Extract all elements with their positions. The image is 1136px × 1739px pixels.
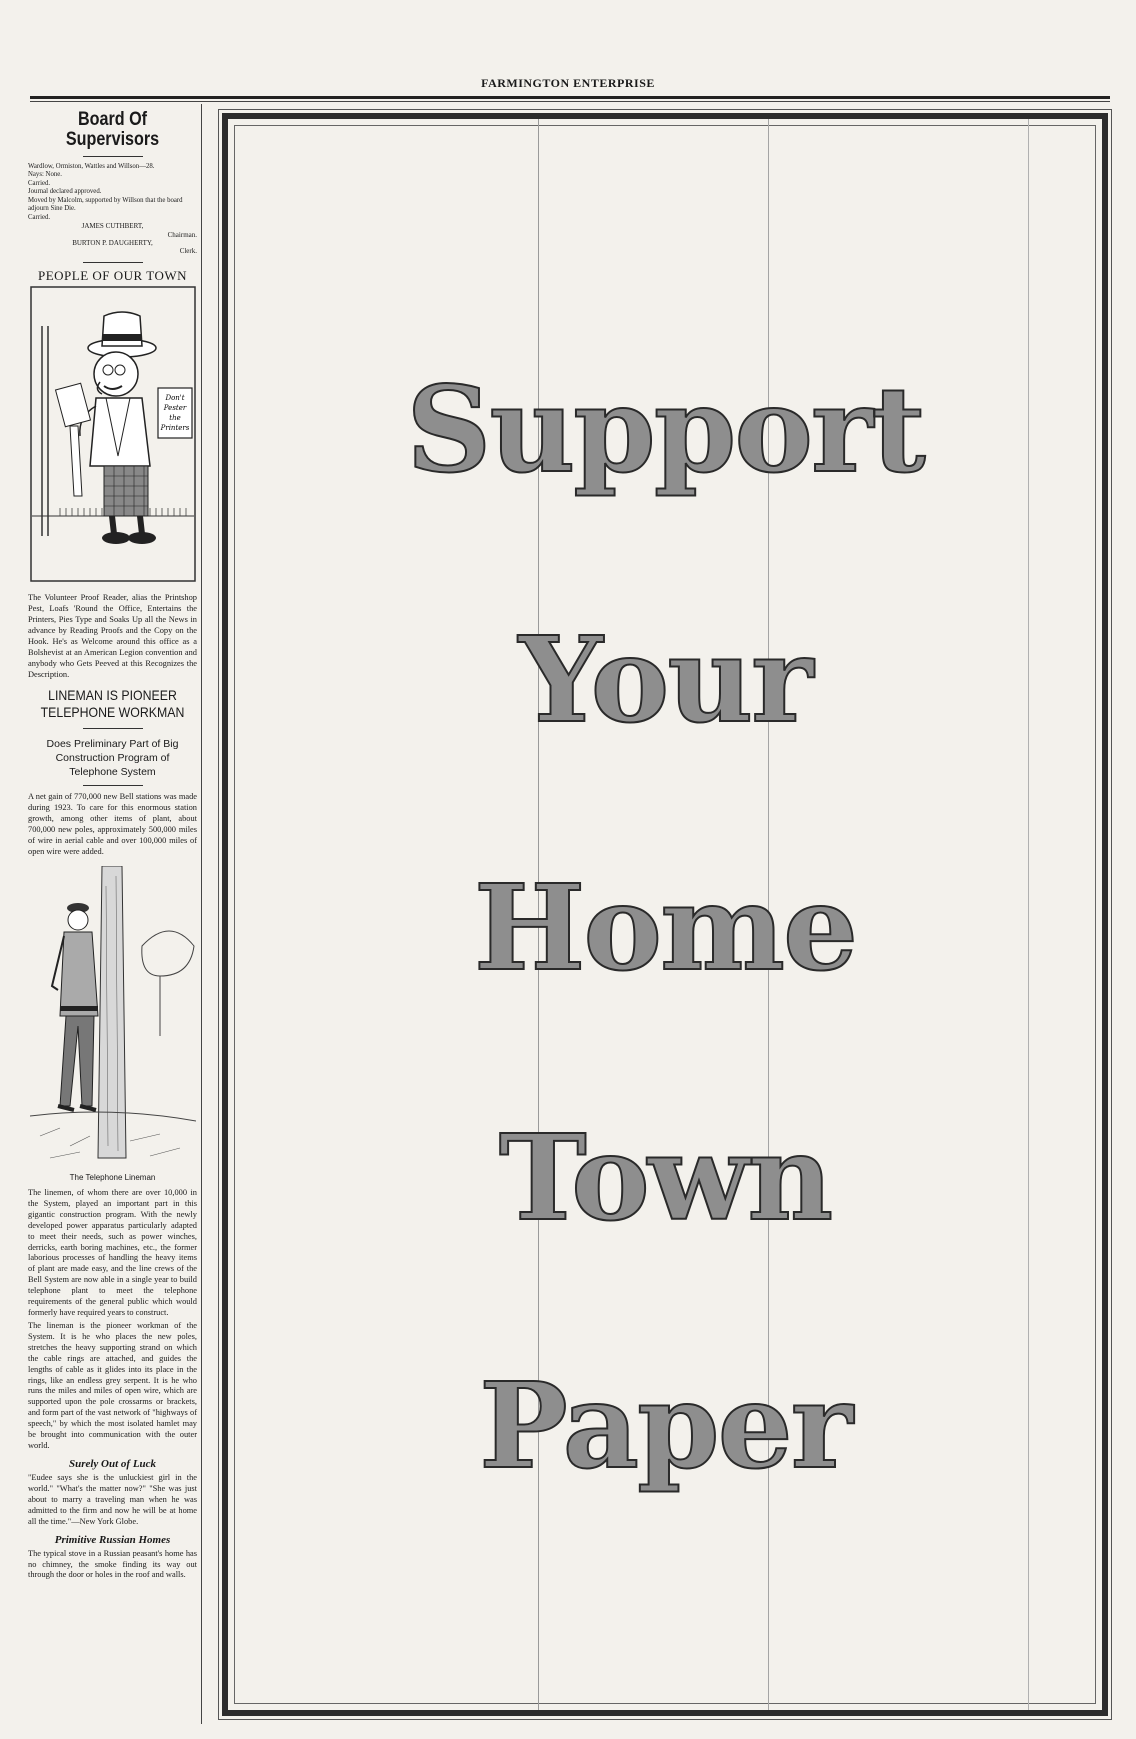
divider bbox=[83, 785, 143, 786]
left-column bbox=[28, 104, 202, 1724]
people-headline: PEOPLE OF OUR TOWN bbox=[37, 267, 187, 283]
ad-word: Paper bbox=[479, 1356, 851, 1495]
russian-text: The typical stove in a Russian peasant's home has no chimney, the smoke finding its way out through the door or holes in the roof and walls. bbox=[28, 1548, 197, 1580]
lineman-headline-line: LINEMAN IS PIONEER bbox=[48, 686, 177, 703]
lineman-para2: The lineman is the pioneer workman of the System. It is he who places the new poles, stretches the heavy supporting strand on which the cable rings are attached, and guides the lengths of cable as it glides into its place in the rings, like an endless grey serpent. It is he who runs the miles and miles of open wire, which are supported upon the pole crossarms or brackets, and form part of the vast network of "highways of speech," by which the most isolated hamlet may be brought into communication with the outer world. bbox=[28, 1320, 197, 1451]
masthead-rule-thin bbox=[30, 101, 1110, 102]
lineman-headline bbox=[38, 687, 187, 722]
lineman-subhead-line: Construction Program of bbox=[55, 752, 170, 765]
board-signature: Chairman. bbox=[167, 230, 197, 239]
sign-line: Don't bbox=[165, 394, 185, 403]
board-line: Moved by Malcolm, supported by Willson that the board adjourn Sine Die. bbox=[28, 196, 183, 213]
russian-headline: Primitive Russian Homes bbox=[54, 1533, 171, 1546]
board-line: Wardlow, Ormiston, Wattles and Willson—28. bbox=[28, 162, 155, 170]
lineman-subhead bbox=[28, 737, 197, 780]
board-signature: JAMES CUTHBERT, bbox=[81, 222, 144, 231]
divider bbox=[83, 262, 143, 263]
board-signature: Clerk. bbox=[179, 247, 197, 256]
lineman-illustration bbox=[30, 866, 196, 1166]
board-signature: BURTON P. DAUGHERTY, bbox=[72, 239, 153, 248]
board-headline: Board Of Supervisors bbox=[65, 109, 160, 150]
ad-word: Home bbox=[473, 858, 857, 997]
masthead-rule bbox=[30, 96, 1110, 99]
lineman-subhead-line: Does Preliminary Part of Big bbox=[46, 737, 179, 750]
lineman-caption: The Telephone Lineman bbox=[69, 1172, 156, 1182]
proof-reader-cartoon bbox=[30, 286, 196, 582]
lineman-headline-line: TELEPHONE WORKMAN bbox=[40, 704, 185, 721]
people-text: The Volunteer Proof Reader, alias the Printshop Pest, Loafs 'Round the Office, Entertains the Printers, Pies Type and Soaks Up all the News in advance by Reading Proofs and the Copy on the Hook. He's as Welcome around this office as a Bolshevist at an American Legion convention and anybody who Gets Peeved at this Recognizes the Description. bbox=[28, 593, 197, 679]
lineman-subhead-line: Telephone System bbox=[69, 766, 156, 779]
divider bbox=[83, 728, 143, 729]
board-line: Carried. bbox=[28, 213, 51, 221]
ad-word: Your bbox=[518, 610, 812, 749]
surely-text: "Eudee says she is the unluckiest girl in the world." "What's the matter now?" "She was just about to marry a traveling man when he was admitted to the firm and now he will be at home all the time."—New York Globe. bbox=[28, 1473, 197, 1526]
sign-line: the bbox=[169, 414, 181, 423]
board-line: Nays: None. bbox=[28, 171, 62, 179]
ad-word: Town bbox=[498, 1108, 832, 1247]
sign-line: Pester bbox=[163, 404, 187, 413]
masthead: FARMINGTON ENTERPRISE bbox=[481, 76, 655, 90]
board-line: Carried. bbox=[28, 179, 51, 187]
lineman-intro: A net gain of 770,000 new Bell stations was made during 1923. To care for this enormous station growth, among other items of plant, about 700,000 new poles, approximately 500,000 miles of wire in aerial cable and over 100,000 miles of open wire were added. bbox=[28, 792, 197, 856]
board-line: Journal declared approved. bbox=[28, 188, 102, 196]
sign-line: Printers bbox=[160, 424, 190, 433]
lineman-para1: The linemen, of whom there are over 10,000 in the System, played an important part in this gigantic construction program. With the newly developed power apparatus particularly adapted to meet their needs, such as power winches, derricks, earth boring machines, etc., the former laborious processes of handling the heavy items of plant are made easy, and the line crews of the Bell System are now able in a single year to build telephone plant to meet the telephone requirements of the general public which would formerly have required years to construct. bbox=[28, 1187, 197, 1318]
support-paper-ad bbox=[222, 113, 1108, 1716]
divider bbox=[83, 156, 143, 157]
surely-headline: Surely Out of Luck bbox=[68, 1458, 157, 1471]
ad-word: Support bbox=[406, 360, 924, 499]
